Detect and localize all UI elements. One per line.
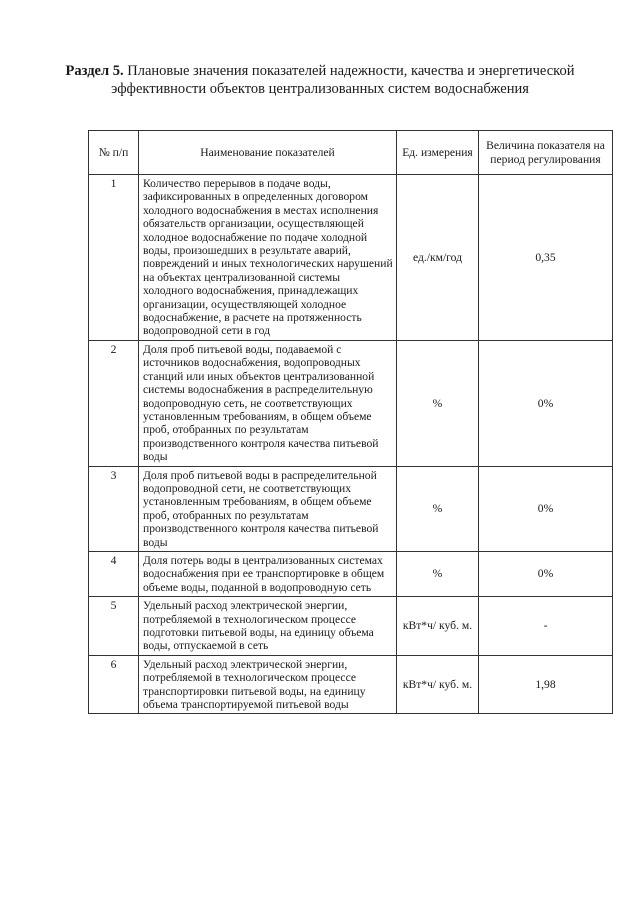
table-row	[89, 340, 613, 466]
header-name: Наименование показателей	[139, 131, 397, 175]
table-row	[89, 466, 613, 551]
row-num: 5	[89, 597, 139, 656]
row-value: 0%	[479, 340, 613, 466]
header-num: № п/п	[89, 131, 139, 175]
section-title-text: Плановые значения показателей надежности, качества и энергетической эффективности объектов централизованных систем водоснабжения	[111, 63, 575, 97]
row-num: 3	[89, 466, 139, 551]
indicators-table	[88, 130, 613, 714]
table-row	[89, 597, 613, 656]
row-name: Доля проб питьевой воды, подаваемой с источников водоснабжения, водопроводных станций или иных объектов централизованной системы водоснабжения в распределительную водопроводную сеть, не соответствующих установленным требованиям, в общем объеме проб, отобранных по результатам производственного контроля качества питьевой воды	[139, 340, 397, 466]
row-name: Удельный расход электрической энергии, потребляемой в технологическом процессе подготовки питьевой воды, на единицу объема воды, отпускаемой в сеть	[139, 597, 397, 656]
row-num: 4	[89, 551, 139, 596]
row-unit: %	[397, 340, 479, 466]
row-unit: %	[397, 551, 479, 596]
row-name: Удельный расход электрической энергии, потребляемой в технологическом процессе транспортировки питьевой воды, на единицу объема транспортируемой питьевой воды	[139, 655, 397, 714]
header-value: Величина показателя на период регулирования	[479, 131, 613, 175]
table-row	[89, 551, 613, 596]
table-row	[89, 175, 613, 341]
row-value: 0,35	[479, 175, 613, 341]
row-name: Количество перерывов в подаче воды, зафиксированных в определенных договором холодного водоснабжения в местах исполнения обязательств организации, осуществляющей холодное водоснабжение по подаче холодной воды, произошедших в результате аварий, повреждений и иных технологических нарушений на объектах централизованной системы холодного водоснабжения, принадлежащих организации, осуществляющей холодное водоснабжение, в расчете на протяженность водопроводной сети в год	[139, 175, 397, 341]
row-num: 6	[89, 655, 139, 714]
row-num: 1	[89, 175, 139, 341]
row-unit: %	[397, 466, 479, 551]
section-title-bold: Раздел 5.	[65, 63, 124, 79]
row-value: 1,98	[479, 655, 613, 714]
row-value: -	[479, 597, 613, 656]
row-num: 2	[89, 340, 139, 466]
row-unit: кВт*ч/ куб. м.	[397, 597, 479, 656]
header-unit: Ед. измерения	[397, 131, 479, 175]
row-unit: ед./км/год	[397, 175, 479, 341]
section-title	[60, 62, 580, 98]
table-row	[89, 655, 613, 714]
table-header-row	[89, 131, 613, 175]
row-unit: кВт*ч/ куб. м.	[397, 655, 479, 714]
row-name: Доля потерь воды в централизованных системах водоснабжения при ее транспортировке в общем объеме воды, поданной в водопроводную сеть	[139, 551, 397, 596]
row-name: Доля проб питьевой воды в распределительной водопроводной сети, не соответствующих установленным требованиям, в общем объеме проб, отобранных по результатам производственного контроля качества питьевой воды	[139, 466, 397, 551]
row-value: 0%	[479, 466, 613, 551]
row-value: 0%	[479, 551, 613, 596]
